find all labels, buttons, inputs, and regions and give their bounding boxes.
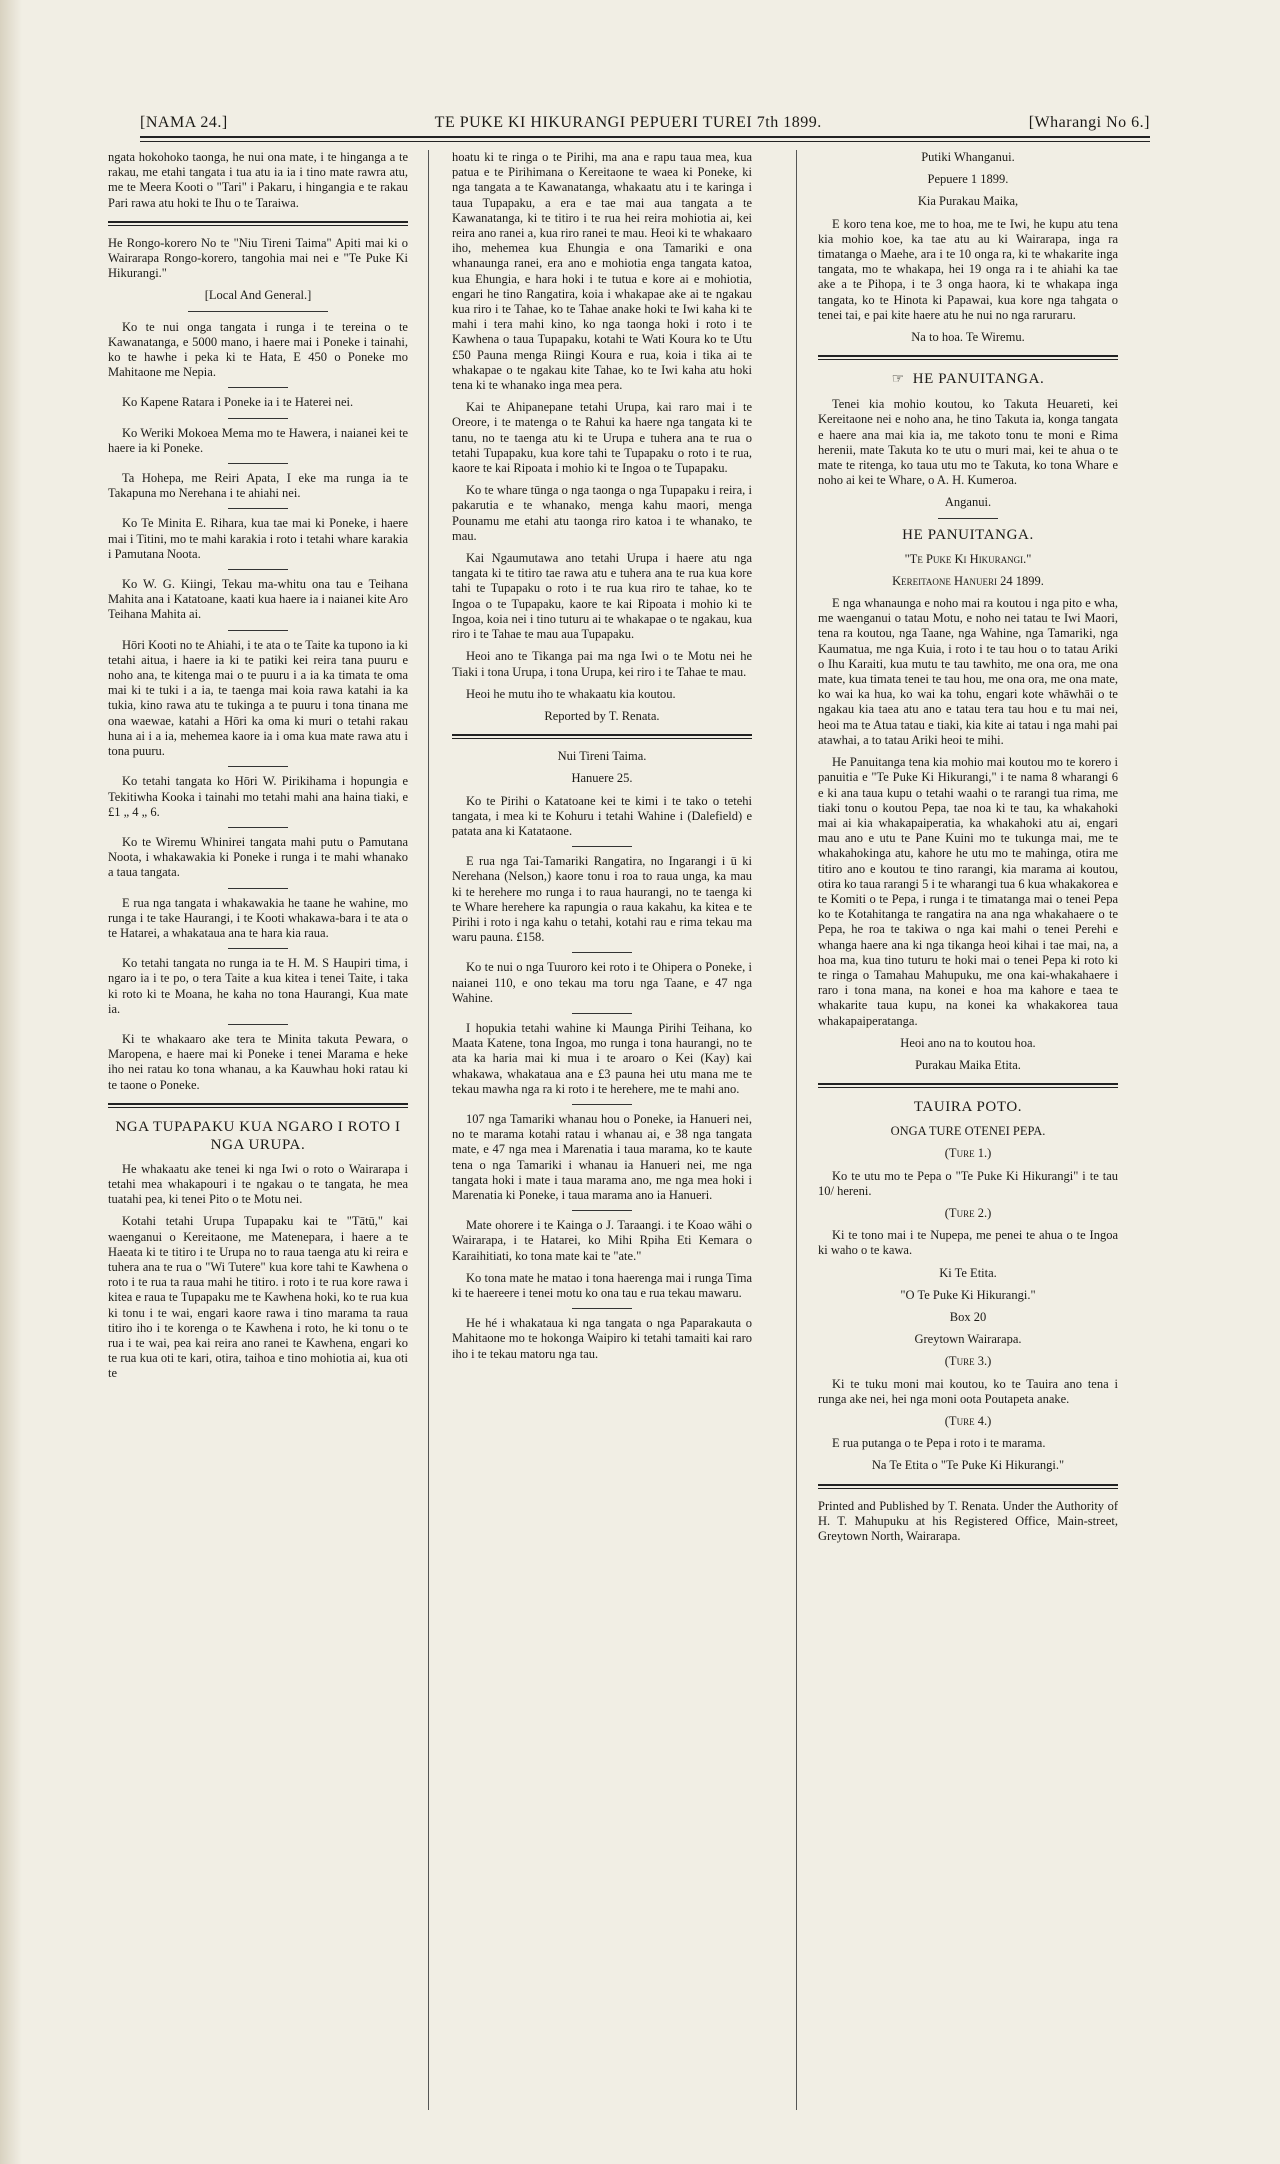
notice-body: Tenei kia mohio koutou, ko Takuta Heuareti, kei Kereitaone nei e noho ana, he tino Takuta ia, konga tangata e haere ana mai kia ia, me takoto tonu te moni e Rima herenii, mate Takuta ko te utu o muri mai, kei te ahua o te mate te ritenga, ko taua utu mo te Takuta, ko tona Whare e noho ai kei te Whare, o A. H. Kumeroa. bbox=[818, 397, 1118, 488]
address-line: "O Te Puke Ki Hikurangi." bbox=[900, 1287, 1036, 1302]
page-number: [Wharangi No 6.] bbox=[1028, 114, 1150, 131]
news-item: Ko Te Minita E. Rihara, kua tae mai ki Poneke, i haere mai i Titini, mo te mahi karakia i roto i tetahi whare karakia i Pamutana Noota. bbox=[108, 516, 408, 561]
article-text: Heoi he mutu iho te whakaatu kia koutou. bbox=[466, 686, 676, 701]
divider bbox=[228, 766, 288, 767]
divider bbox=[228, 463, 288, 464]
news-item: Ko tetahi tangata no runga ia te H. M. S Haupiri tima, i ngaro ia i te po, o tera Taite a kua kitea i tenei Taite, i taka ki roto ki te Moana, he kaha no tona Haurangi, Kua mate ia. bbox=[108, 956, 408, 1016]
printer-imprint: Printed and Published by T. Renata. Under the Authority of H. T. Mahupuku at his Registered Office, Main-street, Greytown North, Wairarapa. bbox=[818, 1498, 1118, 1544]
notice-subtitle: [Local And General.] bbox=[204, 288, 312, 303]
rule-text: Ki te tono mai i te Nupepa, me penei te ahua o te Ingoa ki waho o te kawa. bbox=[818, 1228, 1118, 1258]
divider bbox=[938, 518, 998, 519]
article-text: hoatu ki te ringa o te Pirihi, ma ana e rapu taua mea, kua patua e te Pirihimana o Kereitaone te waea ki Poneke, ki nga tangata a te Kawanatanga, whakaatu atu i te karinga i taua Tupapaku, a era e tae mai aua tangata a te Kawanatanga, ki te titiro i te rua hei reira mohiotia ai, kei reira ano ranei a, kua riro ranei te mau. Heoi ki te whakaaro iho, mehemea kua Ehungia e ona Tamariki e ona whanaunga ranei, era ano e mohiotia enga tangata katoa, kua Ehungia, e hara hoki i te tutua e kore ai e mohiotia, engari he tino Rangatira, koia i whakapae ake ai te ngakau kua riro i te Tahae, ko te Tahae anake hoki te Iwi kaha ki te mahi i tera mahi kino, ko nga taonga hoki i roto i te Kawhena o taua Tupapaku, kotahi te Wati Koura ko te Utu £50 Pauna menga Riingi Koura e rua, koia i tika ai te whakapae o te ngakau kite Tahae, ko te Iwi kaha atu hoki tena ki te whanako inga mea pera. bbox=[452, 150, 752, 393]
column-3 bbox=[818, 150, 1118, 2140]
section-rule bbox=[452, 734, 752, 739]
notice-body: E nga whanaunga e noho mai ra koutou i nga pito e wha, me waenganui o tatau Motu, e noho nei tatau te Iwi Maori, tena ra koutou, nga Taane, nga Wahine, nga Tamariki, nga Kaumatua, me nga Kuia, i roto i te tau hou o to tatau Ariki o Ihu Karaiti, kua mutu te tau tawhito, me ona ora, me ona mate, kua timata tenei te tau hou, me ona ora, me ona mate, ko wai ka hua, ko wai ka tohu, engari kote whāwhāi o te ngakau kia taea atu ano e tatau tera tau hou e tu mai nei, heoi ma te Atua tatau e tiaki, kia kite ai tatau i nga mahi pai atawhai, a to tatau Ariki heoi te mihi. bbox=[818, 596, 1118, 747]
news-item: Ko tetahi tangata ko Hōri W. Pirikihama i hopungia e Tekitiwha Kooka i tainahi mo tetahi mahi ana haina tiaki, e £1 „ 4 „ 6. bbox=[108, 774, 408, 819]
letter-date: Pepuere 1 1899. bbox=[927, 172, 1009, 187]
rules-heading: TAUIRA POTO. bbox=[913, 1099, 1023, 1116]
divider bbox=[228, 948, 288, 949]
notice-place: Anganui. bbox=[944, 495, 992, 510]
masthead-rule bbox=[140, 136, 1150, 142]
rule-text: E rua putanga o te Pepa i roto i te marama. bbox=[832, 1436, 1046, 1451]
divider bbox=[228, 630, 288, 631]
column-2 bbox=[452, 150, 752, 2140]
news-item: E rua nga tangata i whakawakia he taane he wahine, mo runga i te take Haurangi, i te Kooti whakawa-bara i te ata o te Hatarei, a whakataua ana te hara kia raua. bbox=[108, 895, 408, 940]
rule-label: (Ture 2.) bbox=[944, 1205, 992, 1220]
divider bbox=[228, 888, 288, 889]
divider bbox=[572, 952, 632, 953]
news-item: Ki te whakaaro ake tera te Minita takuta Pewara, o Maropena, e haere mai ki Poneke i tenei Marama e heke iho nei ratau ko tona whanau, a ka Kauwhau hoki ratau ki te taone o Poneke. bbox=[108, 1031, 408, 1092]
news-item: Ko Weriki Mokoea Mema mo te Hawera, i naianei kei te haere ia ki Poneke. bbox=[108, 425, 408, 455]
address-line: Box 20 bbox=[949, 1309, 987, 1324]
news-item: I hopukia tetahi wahine ki Maunga Pirihi Teihana, ko Maata Katene, tona Ingoa, mo runga i tona haurangi, no te ata ka haria mai ki mua i te aroaro o Kei (Kay) kai whakawa, whakataua ana e £3 pauna hei utu mana me te tekau mawha nga ra ki roto i te herehere, me te mahi ano. bbox=[452, 1020, 752, 1096]
article-text: He whakaatu ake tenei ki nga Iwi o roto o Wairarapa i tetahi mea whakapouri i te ngakau o te tangata, he mea tuatahi pea, ki tenei Pito o te Motu nei. bbox=[108, 1161, 408, 1207]
rule-text: Ko te utu mo te Pepa o "Te Puke Ki Hikurangi" i te tau 10/ hereni. bbox=[818, 1168, 1118, 1198]
divider bbox=[188, 311, 328, 312]
pointing-hand-icon: ☞ bbox=[891, 372, 905, 388]
notice-paper: "Te Puke Ki Hikurangi." bbox=[904, 551, 1032, 566]
news-item: Ko Kapene Ratara i Poneke ia i te Haterei nei. bbox=[122, 395, 354, 410]
section-rule bbox=[108, 221, 408, 226]
notice-date: Kereitaone Hanueri 24 1899. bbox=[892, 573, 1044, 588]
news-item: Ko te Wiremu Whinirei tangata mahi putu o Pamutana Noota, i whakawakia ki Poneke i runga i te mahi whanako a taua tangata. bbox=[108, 834, 408, 880]
news-item: 107 nga Tamariki whanau hou o Poneke, ia Hanueri nei, no te marama kotahi ratau i whanau ai, e 38 nga tangata mate, e 47 nga mea i Marenatia i taua marama, ko te kaute tena o nga Tamariki i whanau ia Hanueri nei, me nga tangata hoki i mate i taua marama ano, me nga mea hoki i Marenatia ki Poneke, i taua marama ano ia Hanueri. bbox=[452, 1111, 752, 1202]
divider bbox=[572, 1308, 632, 1309]
divider bbox=[572, 846, 632, 847]
news-item: Ko te Pirihi o Katatoane kei te kimi i te tako o tetehi tangata, i mea ki te Kohuru i tetahi Wahine i (Dalefield) e patata ana ki Katataone. bbox=[452, 793, 752, 838]
divider bbox=[228, 569, 288, 570]
issue-number: [NAMA 24.] bbox=[140, 114, 228, 131]
section-heading: Nui Tireni Taima. bbox=[557, 749, 647, 764]
divider bbox=[228, 418, 288, 419]
divider bbox=[228, 508, 288, 509]
news-item: Ko tona mate he matao i tona haerenga mai i runga Tima ki te haereere i tenei motu ko ona tau e rua tekau mawaru. bbox=[452, 1270, 752, 1300]
news-item: Ko te nui onga tangata i runga i te tereina o te Kawanatanga, e 5000 mano, i haere mai i Poneke i tainahi, ko te hawhe i peka ki te Hata, E 450 o Poneke mo Mahitaone me Nepia. bbox=[108, 319, 408, 380]
rules-subheading: ONGA TURE OTENEI PEPA. bbox=[890, 1124, 1046, 1139]
section-rule bbox=[818, 1484, 1118, 1489]
news-item: Ko te nui o nga Tuuroro kei roto i te Ohipera o Poneke, i naianei 110, e ono tekau ma toru nga Taane, e 47 nga Wahine. bbox=[452, 960, 752, 1005]
notice-signoff: Heoi ano na to koutou hoa. bbox=[900, 1035, 1036, 1050]
section-rule bbox=[818, 355, 1118, 360]
reporter-credit: Reported by T. Renata. bbox=[544, 708, 660, 723]
rules-signature: Na Te Etita o "Te Puke Ki Hikurangi." bbox=[871, 1458, 1065, 1473]
article-headline: NGA TUPAPAKU KUA NGARO I ROTO I NGA URUPA. bbox=[115, 1118, 401, 1153]
rule-label: (Ture 1.) bbox=[944, 1146, 992, 1161]
news-item: E rua nga Tai-Tamariki Rangatira, no Ingarangi i ū ki Nerehana (Nelson,) kaore tonu i roa to raua unga, ka mau ki te herehere mo runga i to raua haurangi, no te taenga ki te Whare herehere ka rapungia o raua kakahu, ka kitea e te Pirihi i roto i nga kahu o tetahi, kotahi rau e rima tekau ma waru pauna. £158. bbox=[452, 854, 752, 945]
rule-label: (Ture 4.) bbox=[944, 1414, 992, 1428]
divider bbox=[572, 1013, 632, 1014]
news-item: He hé i whakataua ki nga tangata o nga Paparakauta o Mahitaone mo te hokonga Waipiro ki tetahi tamaiti kai raro iho i te tekau matoru nga tau. bbox=[452, 1316, 752, 1361]
column-divider bbox=[796, 150, 797, 2110]
section-date: Hanuere 25. bbox=[571, 771, 633, 786]
notice-heading: HE PANUITANGA. bbox=[902, 526, 1034, 543]
column-1 bbox=[108, 150, 408, 2140]
news-item: Ko W. G. Kiingi, Tekau ma-whitu ona tau e Teihana Mahita ana i Katatoane, kaati kua haere ia i naianei kite Aro Teihana Mahita ai. bbox=[108, 577, 408, 622]
column-divider bbox=[428, 150, 429, 2110]
letter-body: E koro tena koe, me to hoa, me te Iwi, he kupu atu tena kia mohio koe, ka tae atu au ki Wairarapa, inga ra timatanga o Maehe, ara i te 10 onga ra, ki te whakarite inga tangata, mo te whakapa, hei 19 onga ra i te ahiahi ka tae ake a te Pihopa, i te 3 onga haora, ki te whakapa inga tangata, ko te Hinota ki Papawai, kua kore nga tahgata o tenei tai, e pai kite haere atu he nui no nga raruraru. bbox=[818, 216, 1118, 322]
divider bbox=[228, 1024, 288, 1025]
divider bbox=[572, 1210, 632, 1211]
notice-title: He Rongo-korero No te "Niu Tireni Taima" Apiti mai ki o Wairarapa Rongo-korero, tangohia mai nei e "Te Puke Ki Hikurangi." bbox=[108, 235, 408, 281]
news-item: Ta Hohepa, me Reiri Apata, I eke ma runga ia te Takapuna mo Nerehana i te ahiahi nei. bbox=[108, 471, 408, 501]
paper-title: TE PUKE KI HIKURANGI PEPUERI TUREI 7th 1899. bbox=[434, 114, 822, 131]
article-text: Heoi ano te Tikanga pai ma nga Iwi o te Motu nei he Tiaki i tona Urupa, i tona Urupa, kei riro i te Tahae te mau. bbox=[452, 649, 752, 679]
masthead bbox=[140, 108, 1150, 138]
divider bbox=[228, 827, 288, 828]
news-item: Mate ohorere i te Kainga o J. Taraangi. i te Koao wāhi o Wairarapa, i te Hatarei, ko Mihi Rpiha Eti Kemara o Karaihitiati, ko tona mate kai te "ate." bbox=[452, 1218, 752, 1263]
article-text: Kai te Ahipanepane tetahi Urupa, kai raro mai i te Oreore, i te matenga o te Rahui ka haere nga tangata ki te tanu, no te taenga atu ki te Urupa e tuhera ana te rua o tetahi Tupapaku, kua kore tahi te Tupapaku o roto i te rua, kaore te kai Ripoata i mohio ki te Ingoa o te Tupapaku. bbox=[452, 400, 752, 476]
section-rule bbox=[818, 1083, 1118, 1088]
section-rule bbox=[108, 1103, 408, 1108]
notice-body: He Panuitanga tena kia mohio mai koutou mo te korero i panuitia e "Te Puke Ki Hikurangi," i te nama 8 wharangi 6 e ki ana taua kupu o tetahi waahi o te rarangi tua rima, me tiaki tonu o koutou Pepa, tae noa ki te tau, ka whakahoki mai ai kia whakapaiperatia, ka whakahoki atu ai, engari mau ano e utu te Pane Kuini mo te tukunga mai, me te whakahokinga atu, kahore he utu mo te mahinga, otira me titiro ano e koutou te tino rarangi, kia marama ai koutou, otira ko taua rarangi 5 i te wharangi tua 6 kua whakakorea e te Komiti o te Pepa, i runga i te timatanga mai o tenei Pepa ko te Kotahitanga te rangatira na ana nga whakahaere o te Pepa, he roa te takiwa o nga kai mahi o tenei Perehi e whanga haere ana ki nga tikanga heoi kihai i tae mai, na, a hoa ma, kua tino tuturu te hoki mai o tenei Pepa ki roto ki te ringa o Tamahau Mahupuku, me ona kai-whakahaere i raro i tona mana, na konei e hoa ma kahore e taea te whakarite taua kupu, na konei ka whakakorea taua whakapaiperatanga. bbox=[818, 755, 1118, 1028]
notice-heading bbox=[818, 370, 1118, 389]
scan-edge bbox=[0, 0, 22, 2164]
rule-text: Ki te tuku moni mai koutou, ko te Tauira ano tena i runga ake nei, hei nga moni oota Poutapeta anake. bbox=[818, 1376, 1118, 1406]
address-line: Ki Te Etita. bbox=[939, 1265, 997, 1280]
rule-label: (Ture 3.) bbox=[944, 1354, 992, 1369]
article-text: Kai Ngaumutawa ano tetahi Urupa i haere atu nga tangata ki te titiro tae rawa atu e tuhera ana te rua kua kore tahi te Tupapaku o roto i te rua kua riro te tahae, ko te Ingoa o te Tupapaku, kaore te kai Ripoata i mohio ki te Ingoa, koia nei i tino tuturu ai te whakapae o te ngakau, kua riro i te Tahae te mau aua Tupapaku. bbox=[452, 551, 752, 642]
notice-heading-text: HE PANUITANGA. bbox=[912, 371, 1045, 388]
divider bbox=[572, 1104, 632, 1105]
article-text: Kotahi tetahi Urupa Tupapaku kai te "Tātū," kai waenganui o Kereitaone, me Matenepara, i haere a te Haeata ki te titiro i te Urupa no to raua taenga atu ki reira e tuhera ana te rua o "Wi Tutere" kua kore tahi te Kawhena o roto i te rua ta raua mahi he titiro. i roto i te rua kore rawa i kitea e raua te Tupapaku me te Kawhena hoki, ko te rua kua ki tonu i te wai, engari kaore rawa i tino marama ta raua titiro iho i te korenga o te Kawhena i roto, he ki tonu o te rua i te wai, pea kai reira ano ranei te Kawhena, engari ko te rua kua oti te kari, otira, taihoa e tino mohiotia ai, kua oti te bbox=[108, 1214, 408, 1381]
notice-signature: Purakau Maika Etita. bbox=[915, 1057, 1021, 1072]
article-text: Ko te whare tūnga o nga taonga o nga Tupapaku i reira, i pakarutia e te whanako, menga kahu maori, menga Pounamu me etahi atu taonga riro katoa i te whanako, te mau. bbox=[452, 483, 752, 543]
news-item: Hōri Kooti no te Ahiahi, i te ata o te Taite ka tupono ia ki tetahi aitua, i haere ia ki te patiki kei reira tana puuru e noho ana, te kitenga mai o te puuru i a ia ka timata te oma mai ki te tuki i a ia, te taenga mai koia rawa katahi ia ka tukia, kino rawa atu te tukinga a te puuru i tona tinana me ona waewae, katahi a Hōri ka oma ki muri o tetahi rakau huna ai i a ia, mehemea kaore ia i oma kua mate rawa atu i tona puuru. bbox=[108, 637, 408, 759]
letter-signature: Na to hoa. Te Wiremu. bbox=[911, 330, 1025, 345]
article-text: ngata hokohoko taonga, he nui ona mate, i te hinganga a te rakau, me etahi tangata i tua atu ia ia i tino mate rawra atu, me te Meera Kooti o "Tari" i Pakaru, i hingangia e te rakau Pari rawa atu hoki te Ihu o te Taraiwa. bbox=[108, 150, 408, 210]
divider bbox=[228, 387, 288, 388]
letter-salutation: Kia Purakau Maika, bbox=[917, 194, 1019, 209]
letter-place: Putiki Whanganui. bbox=[921, 150, 1015, 164]
address-line: Greytown Wairarapa. bbox=[914, 1332, 1022, 1347]
